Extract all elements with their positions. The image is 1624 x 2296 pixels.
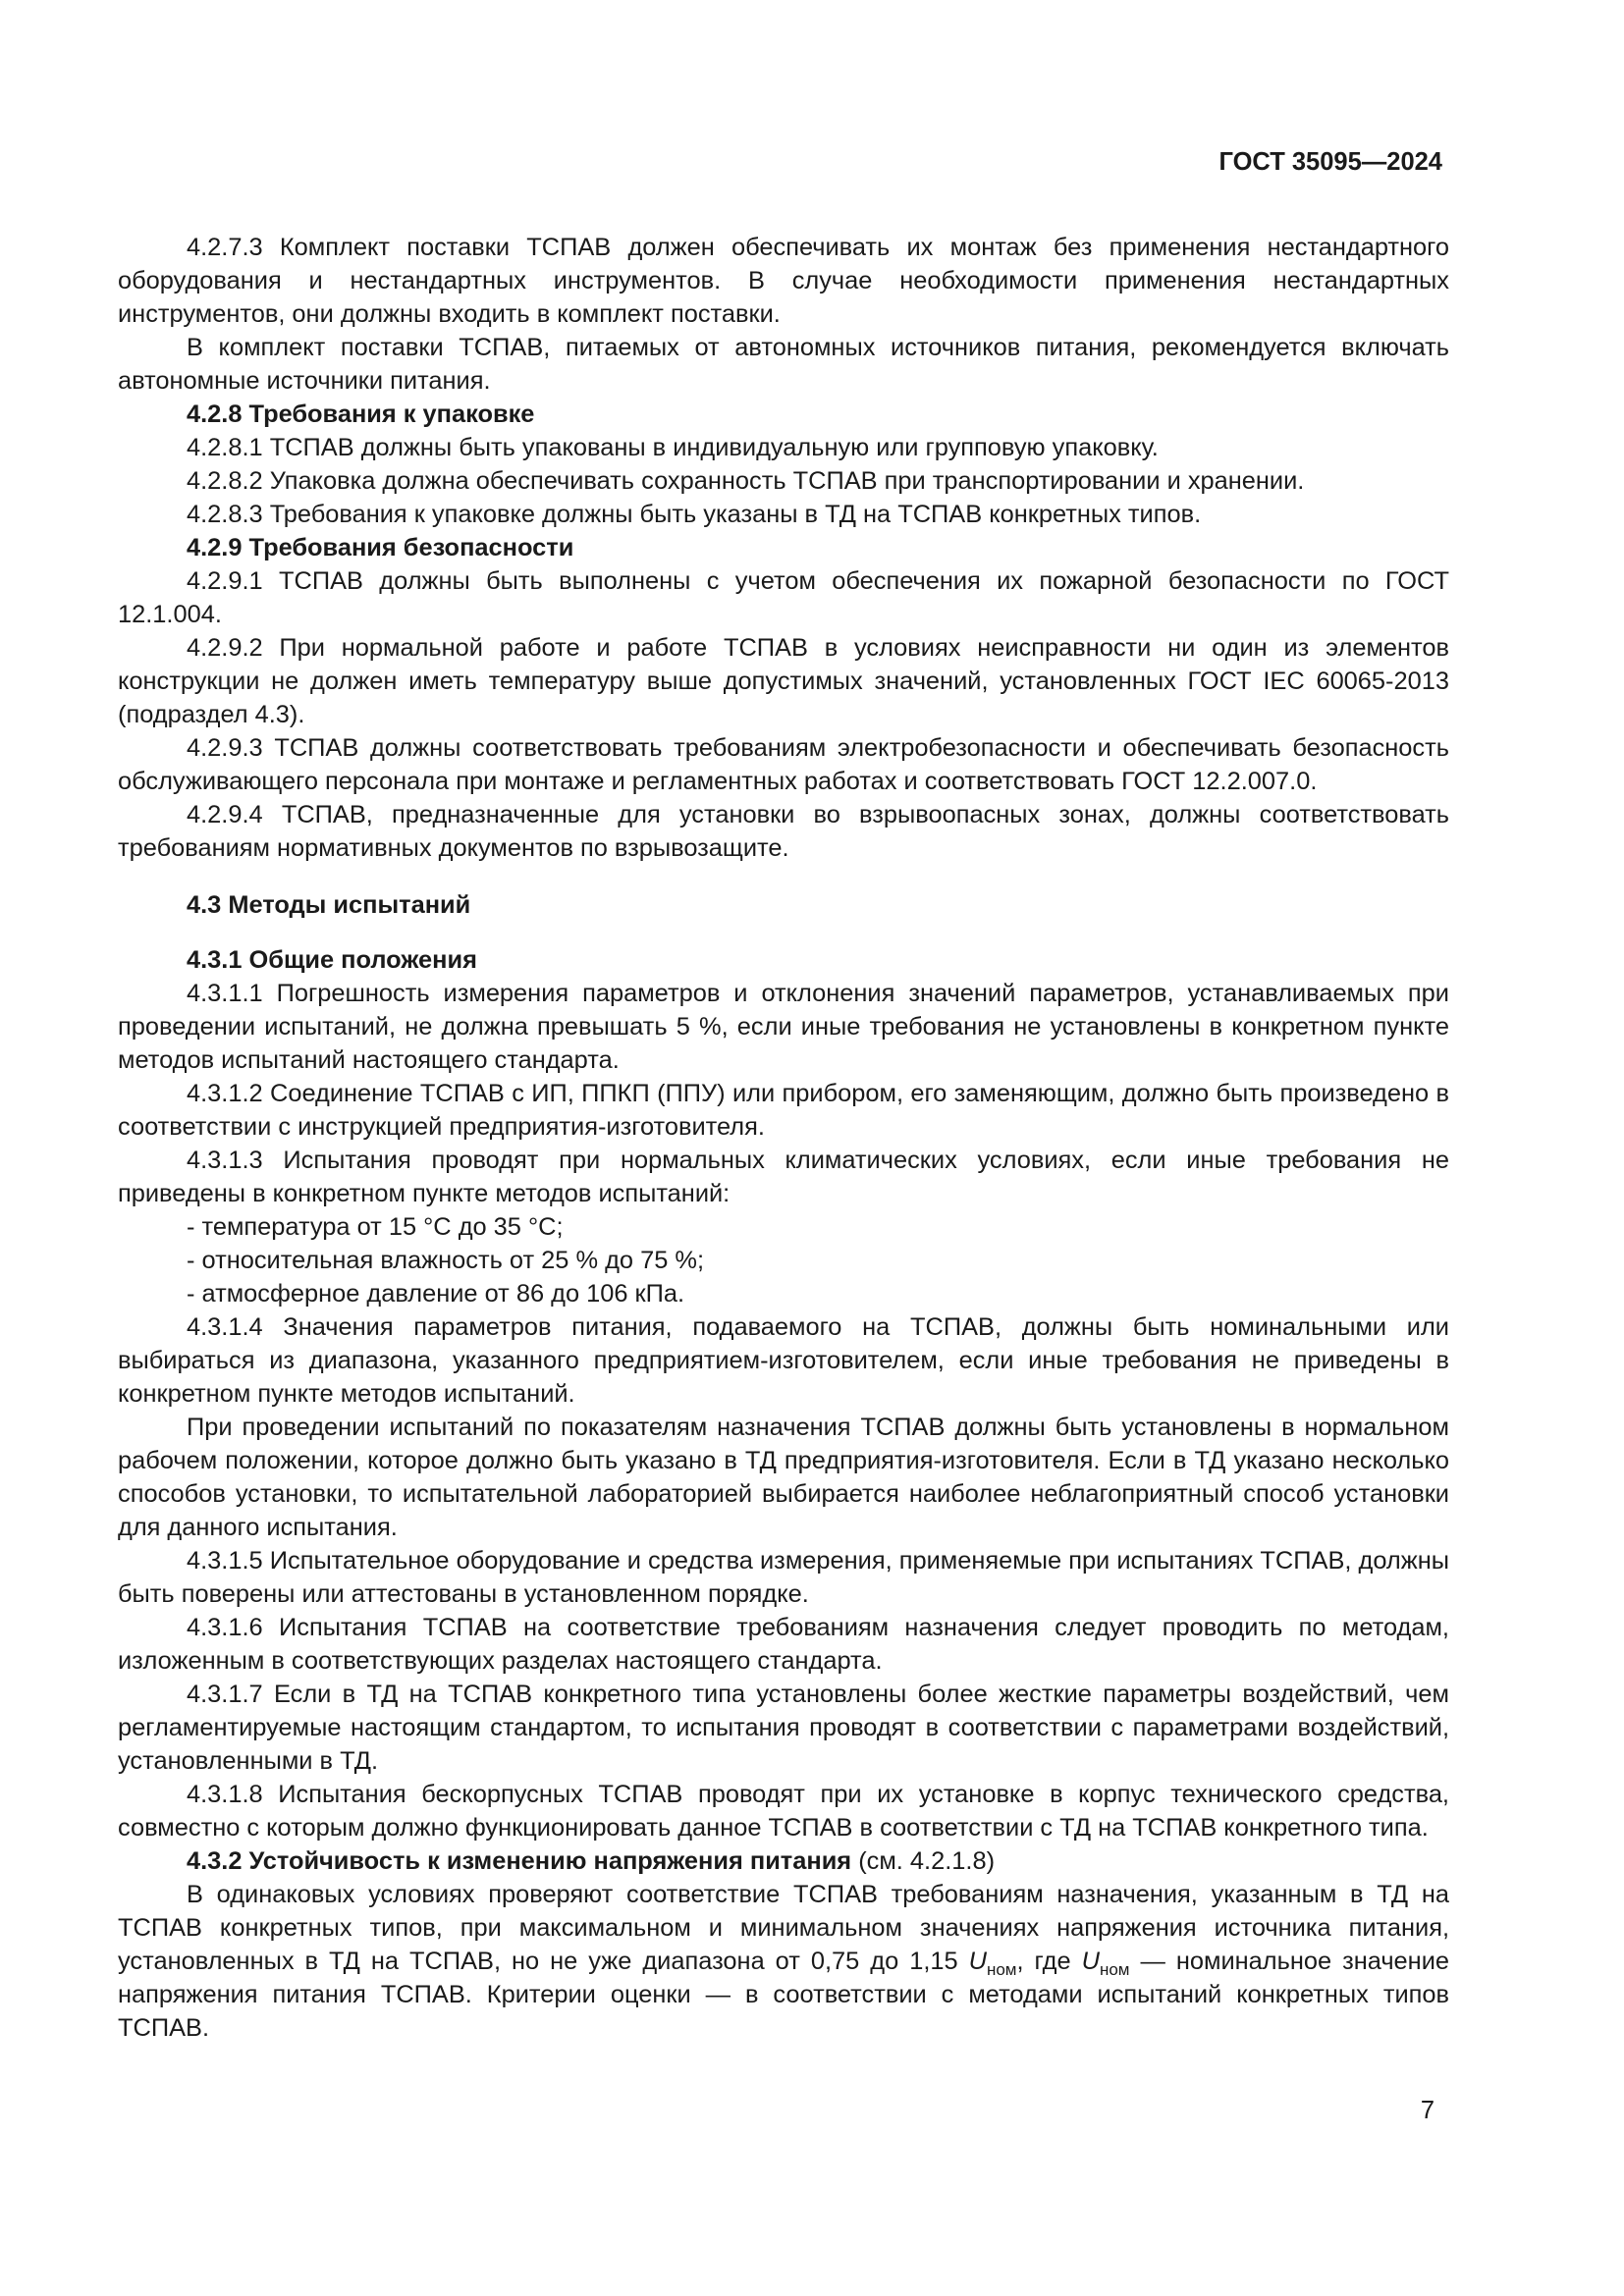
paragraph-4-3-1-8: 4.3.1.8 Испытания бескорпусных ТСПАВ проводят при их установке в корпус технического средства, совместно с которым должно функционировать данное ТСПАВ в соответствии с ТД на ТСПАВ конкретного типа. — [118, 1781, 1449, 1842]
paragraph-4-2-9-1: 4.2.9.1 ТСПАВ должны быть выполнены с учетом обеспечения их пожарной безопасности по ГОСТ 12.1.004. — [118, 567, 1449, 628]
paragraph-4-3-1-7: 4.3.1.7 Если в ТД на ТСПАВ конкретного типа установлены более жесткие параметры воздействий, чем регламентируемые настоящим стандартом, то испытания проводят в соответствии с параметрами воздействий, установленными в ТД. — [118, 1681, 1449, 1775]
heading-4-2-8: 4.2.8 Требования к упаковке — [187, 400, 535, 428]
paragraph-4-3-1-1: 4.3.1.1 Погрешность измерения параметров и отклонения значений параметров, устанавливаемых при проведении испытаний, не должна превышать 5 %, если иные требования не установлены в конкретном пункте методов испытаний настоящего стандарта. — [118, 980, 1449, 1074]
paragraph-4-2-9-2: 4.2.9.2 При нормальной работе и работе ТСПАВ в условиях неисправности ни один из элементов конструкции не должен иметь температуру выше допустимых значений, установленных ГОСТ IEC 60065-2013 (подраздел 4.3). — [118, 634, 1449, 728]
page-number: 7 — [1420, 2097, 1435, 2124]
paragraph-4-3-2-body: В одинаковых условиях проверяют соответствие ТСПАВ требованиям назначения, указанным в ТД на ТСПАВ конкретных типов, при максимальном и минимальном значениях напряжения источника питания, установленных в ТД на ТСПАВ, но не уже диапазона от 0,75 до 1,15 $U_{ном}$, где $U_{ном}$ — номинальное значение напряжения питания ТСПАВ. Критерии оценки — в соответствии с методами испытаний конкретных типов ТСПАВ. — [118, 1881, 1449, 2042]
voltage-symbol: U — [968, 1948, 987, 1975]
heading-4-3-2: 4.3.2 Устойчивость к изменению напряжения питания — [187, 1847, 852, 1875]
voltage-symbol: U — [1081, 1948, 1100, 1975]
paragraph-4-2-9-3: 4.2.9.3 ТСПАВ должны соответствовать требованиям электробезопасности и обеспечивать безопасность обслуживающего персонала при монтаже и регламентных работах и соответствовать ГОСТ 12.2.007.0. — [118, 734, 1449, 795]
list-item-pressure: - атмосферное давление от 86 до 106 кПа. — [187, 1280, 685, 1308]
paragraph-4-3-1-2: 4.3.1.2 Соединение ТСПАВ с ИП, ППКП (ППУ) или прибором, его заменяющим, должно быть произведено в соответствии с инструкцией предприятия-изготовителя. — [118, 1080, 1449, 1141]
paragraph-delivery-power: В комплект поставки ТСПАВ, питаемых от автономных источников питания, рекомендуется включать автономные источники питания. — [118, 334, 1449, 395]
paragraph-4-2-8-2: 4.2.8.2 Упаковка должна обеспечивать сохранность ТСПАВ при транспортировании и хранении. — [187, 467, 1305, 495]
list-item-temperature: - температура от 15 °C до 35 °C; — [187, 1213, 564, 1241]
heading-4-3-1: 4.3.1 Общие положения — [187, 946, 477, 974]
voltage-subscript: ном — [1099, 1960, 1130, 1979]
list-item-humidity: - относительная влажность от 25 % до 75 %; — [187, 1247, 705, 1274]
paragraph-4-2-8-1: 4.2.8.1 ТСПАВ должны быть упакованы в индивидуальную или групповую упаковку. — [187, 434, 1159, 461]
heading-4-3-2-reference: (см. 4.2.1.8) — [858, 1847, 996, 1875]
heading-4-3: 4.3 Методы испытаний — [187, 891, 471, 919]
paragraph-4-2-7-3: 4.2.7.3 Комплект поставки ТСПАВ должен обеспечивать их монтаж без применения нестандартного оборудования и нестандартных инструментов. В случае необходимости применения нестандартных инструментов, они должны входить в комплект поставки. — [118, 234, 1449, 328]
paragraph-4-3-1-4: 4.3.1.4 Значения параметров питания, подаваемого на ТСПАВ, должны быть номинальными или выбираться из диапазона, указанного предприятием-изготовителем, если иные требования не приведены в конкретном пункте методов испытаний. — [118, 1313, 1449, 1408]
paragraph-4-3-1-5: 4.3.1.5 Испытательное оборудование и средства измерения, применяемые при испытаниях ТСПАВ, должны быть поверены или аттестованы в установленном порядке. — [118, 1547, 1449, 1608]
heading-4-2-9: 4.2.9 Требования безопасности — [187, 534, 574, 561]
paragraph-4-3-1-6: 4.3.1.6 Испытания ТСПАВ на соответствие требованиям назначения следует проводить по методам, изложенным в соответствующих разделах настоящего стандарта. — [118, 1614, 1449, 1675]
page-body — [118, 231, 1449, 2045]
heading-4-3-2-line — [118, 1844, 1449, 1878]
paragraph-4-2-9-4: 4.2.9.4 ТСПАВ, предназначенные для установки во взрывоопасных зонах, должны соответствовать требованиям нормативных документов по взрывозащите. — [118, 801, 1449, 862]
paragraph-4-3-1-3: 4.3.1.3 Испытания проводят при нормальных климатических условиях, если иные требования не приведены в конкретном пункте методов испытаний: — [118, 1147, 1449, 1207]
paragraph-4-2-8-3: 4.2.8.3 Требования к упаковке должны быть указаны в ТД на ТСПАВ конкретных типов. — [187, 501, 1202, 528]
paragraph-installation-position: При проведении испытаний по показателям назначения ТСПАВ должны быть установлены в нормальном рабочем положении, которое должно быть указано в ТД предприятия-изготовителя. Если в ТД указано несколько способов установки, то испытательной лабораторией выбирается наиболее неблагоприятный способ установки для данного испытания. — [118, 1414, 1449, 1541]
voltage-subscript: ном — [986, 1960, 1017, 1979]
document-id-header: ГОСТ 35095—2024 — [1218, 148, 1442, 176]
